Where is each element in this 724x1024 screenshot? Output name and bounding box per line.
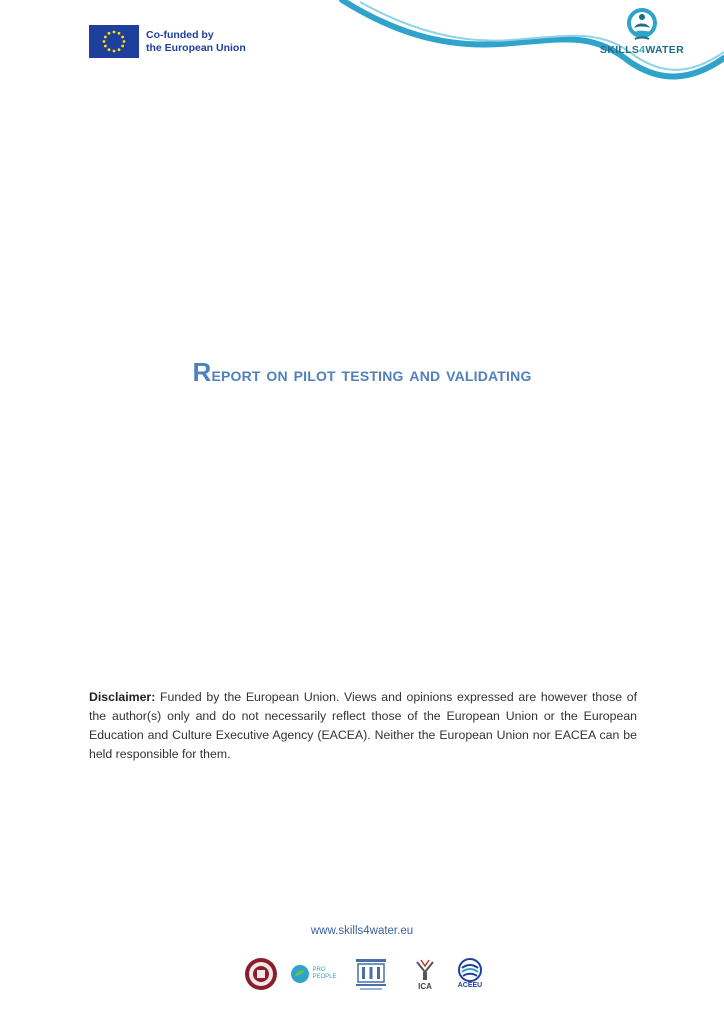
leaf-people-icon (284, 964, 340, 984)
eu-cofunded-logo (89, 25, 246, 58)
disclaimer-label: Disclaimer: (89, 690, 156, 704)
ica-logo-icon (402, 958, 448, 991)
partner-ica-label: ICA (418, 981, 432, 991)
title-initial: R (192, 357, 212, 387)
title-rest: eport on pilot testing and validating (211, 364, 532, 386)
eu-flag-icon (89, 25, 139, 58)
brand-name-number: 4 (639, 44, 646, 56)
skills4water-logo (588, 6, 696, 56)
brand-name-suffix: WATER (645, 44, 684, 56)
partner-logos (238, 955, 492, 993)
brand-name (588, 44, 696, 56)
eu-line-1: Co-funded by (146, 29, 214, 41)
aceeu-logo-icon (448, 958, 492, 990)
website-link[interactable]: www.skills4water.eu (310, 925, 414, 937)
disclaimer-paragraph (89, 688, 637, 764)
partner-aceeu-label: ACEEU (457, 982, 483, 989)
document-title (0, 357, 724, 388)
water-person-icon (625, 6, 659, 42)
university-building-icon (340, 955, 402, 993)
brand-name-prefix: SKILLS (600, 44, 640, 56)
eu-line-2: the European Union (146, 41, 246, 54)
university-seal-icon (238, 957, 284, 991)
disclaimer-text: Funded by the European Union. Views and opinions expressed are however those of the author(s) only and do not necessarily reflect those of the European Union or the European Education and Culture Executive Agency (EACEA). Neither the European Union nor EACEA can be held responsible for them. (89, 690, 638, 761)
partner-people-label: PRO PEOPLE (312, 967, 337, 980)
